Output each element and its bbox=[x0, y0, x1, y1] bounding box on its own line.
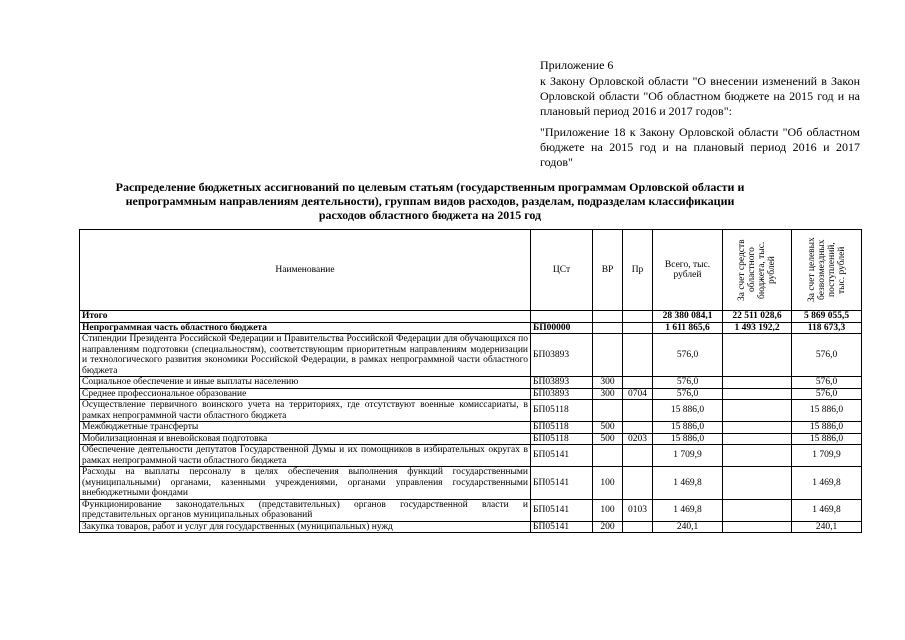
cell-regional bbox=[723, 433, 792, 445]
header-regional-label: За счет средств областного бюджета, тыс. рублей bbox=[737, 239, 777, 301]
cell-cst: БП03893 bbox=[531, 388, 593, 400]
cell-total: 1 709,9 bbox=[653, 445, 723, 467]
cell-cst: БП03893 bbox=[531, 334, 593, 377]
cell-cst: БП05141 bbox=[531, 521, 593, 533]
cell-regional bbox=[723, 388, 792, 400]
annex-title: Приложение 6 bbox=[540, 58, 614, 72]
cell-gratuitous: 576,0 bbox=[792, 377, 862, 389]
cell-name: Расходы на выплаты персоналу в целях обеспечения выполнения функций государственными (муниципальными) органами, казенными учреждениями, органами управления государственными внебюджетными фондами bbox=[80, 467, 531, 500]
header-name: Наименование bbox=[80, 230, 531, 311]
cell-cst: БП05118 bbox=[531, 422, 593, 434]
cell-gratuitous: 5 869 055,5 bbox=[792, 311, 862, 323]
cell-gratuitous: 1 469,8 bbox=[792, 467, 862, 500]
cell-total: 15 886,0 bbox=[653, 433, 723, 445]
table-row bbox=[80, 377, 862, 389]
cell-regional bbox=[723, 499, 792, 521]
annex-block bbox=[540, 58, 860, 170]
cell-vr: 300 bbox=[593, 377, 623, 389]
cell-pr: 0704 bbox=[623, 388, 653, 400]
cell-pr bbox=[623, 521, 653, 533]
cell-cst: БП05141 bbox=[531, 445, 593, 467]
cell-name: Итого bbox=[80, 311, 531, 323]
cell-gratuitous: 15 886,0 bbox=[792, 400, 862, 422]
cell-gratuitous: 15 886,0 bbox=[792, 422, 862, 434]
cell-pr bbox=[623, 311, 653, 323]
cell-total: 576,0 bbox=[653, 377, 723, 389]
table-row bbox=[80, 422, 862, 434]
table-row bbox=[80, 445, 862, 467]
cell-vr: 200 bbox=[593, 521, 623, 533]
cell-pr bbox=[623, 467, 653, 500]
cell-name: Обеспечение деятельности депутатов Государственной Думы и их помощников в избирательных округах в рамках непрограммной части областного бюджета bbox=[80, 445, 531, 467]
document-title: Распределение бюджетных ассигнований по целевым статьям (государственным программам Орловской области и непрограммным направлениям деятельности), группам видов расходов, разделам, подразделам классификации расходов областного бюджета на 2015 год bbox=[115, 180, 745, 222]
cell-vr bbox=[593, 322, 623, 334]
table-header-row bbox=[80, 230, 862, 311]
cell-cst bbox=[531, 311, 593, 323]
cell-cst: БП03893 bbox=[531, 377, 593, 389]
cell-total: 28 380 084,1 bbox=[653, 311, 723, 323]
header-pr: Пр bbox=[623, 230, 653, 311]
cell-gratuitous: 15 886,0 bbox=[792, 433, 862, 445]
budget-table bbox=[79, 229, 862, 533]
cell-gratuitous: 1 709,9 bbox=[792, 445, 862, 467]
cell-vr bbox=[593, 445, 623, 467]
cell-total: 576,0 bbox=[653, 334, 723, 377]
cell-total: 240,1 bbox=[653, 521, 723, 533]
cell-cst: БП00000 bbox=[531, 322, 593, 334]
header-cst: ЦСт bbox=[531, 230, 593, 311]
cell-regional bbox=[723, 400, 792, 422]
table-row bbox=[80, 388, 862, 400]
cell-regional: 22 511 028,6 bbox=[723, 311, 792, 323]
table-row bbox=[80, 400, 862, 422]
table-row bbox=[80, 499, 862, 521]
cell-gratuitous: 1 469,8 bbox=[792, 499, 862, 521]
cell-name: Мобилизационная и вневойсковая подготовка bbox=[80, 433, 531, 445]
cell-total: 1 611 865,6 bbox=[653, 322, 723, 334]
table-row bbox=[80, 334, 862, 377]
cell-pr bbox=[623, 445, 653, 467]
cell-regional bbox=[723, 377, 792, 389]
cell-pr: 0203 bbox=[623, 433, 653, 445]
header-vr: ВР bbox=[593, 230, 623, 311]
cell-name: Среднее профессиональное образование bbox=[80, 388, 531, 400]
cell-name: Межбюджетные трансферты bbox=[80, 422, 531, 434]
cell-pr: 0103 bbox=[623, 499, 653, 521]
table-row bbox=[80, 322, 862, 334]
cell-cst: БП05118 bbox=[531, 400, 593, 422]
cell-regional bbox=[723, 422, 792, 434]
cell-cst: БП05141 bbox=[531, 499, 593, 521]
cell-vr: 300 bbox=[593, 388, 623, 400]
cell-total: 576,0 bbox=[653, 388, 723, 400]
cell-pr bbox=[623, 400, 653, 422]
cell-name: Функционирование законодательных (представительных) органов государственной власти и представительных органов муниципальных образований bbox=[80, 499, 531, 521]
cell-pr bbox=[623, 322, 653, 334]
cell-pr bbox=[623, 334, 653, 377]
header-total-label: Всего, тыс. рублей bbox=[664, 259, 711, 280]
cell-gratuitous: 240,1 bbox=[792, 521, 862, 533]
cell-name: Социальное обеспечение и иные выплаты населению bbox=[80, 377, 531, 389]
cell-vr: 500 bbox=[593, 422, 623, 434]
table-row bbox=[80, 311, 862, 323]
cell-name: Осуществление первичного воинского учета на территориях, где отсутствуют военные комиссариаты, в рамках непрограммной части областного бюджета bbox=[80, 400, 531, 422]
table-row bbox=[80, 433, 862, 445]
cell-gratuitous: 576,0 bbox=[792, 334, 862, 377]
cell-total: 1 469,8 bbox=[653, 499, 723, 521]
cell-vr bbox=[593, 400, 623, 422]
cell-total: 15 886,0 bbox=[653, 400, 723, 422]
cell-vr: 100 bbox=[593, 499, 623, 521]
cell-vr bbox=[593, 334, 623, 377]
annex-sub-reference: "Приложение 18 к Закону Орловской области "Об областном бюджете на 2015 год и на плановый период 2016 и 2017 годов" bbox=[540, 125, 860, 169]
cell-regional bbox=[723, 467, 792, 500]
cell-gratuitous: 576,0 bbox=[792, 388, 862, 400]
header-gratuitous-label: За счет целевых безвозмездных поступлений, тыс. рублей bbox=[806, 237, 847, 303]
cell-name: Непрограммная часть областного бюджета bbox=[80, 322, 531, 334]
cell-gratuitous: 118 673,3 bbox=[792, 322, 862, 334]
cell-regional: 1 493 192,2 bbox=[723, 322, 792, 334]
header-total bbox=[653, 230, 723, 311]
table-row bbox=[80, 467, 862, 500]
table-row bbox=[80, 521, 862, 533]
cell-pr bbox=[623, 422, 653, 434]
table-body bbox=[80, 311, 862, 533]
cell-pr bbox=[623, 377, 653, 389]
cell-name: Закупка товаров, работ и услуг для государственных (муниципальных) нужд bbox=[80, 521, 531, 533]
cell-vr: 100 bbox=[593, 467, 623, 500]
cell-regional bbox=[723, 334, 792, 377]
header-gratuitous bbox=[792, 230, 862, 311]
cell-total: 1 469,8 bbox=[653, 467, 723, 500]
cell-cst: БП05141 bbox=[531, 467, 593, 500]
annex-law-reference: к Закону Орловской области "О внесении изменений в Закон Орловской области "Об областном бюджете на 2015 год и на плановый период 2016 и 2017 годов": bbox=[540, 74, 860, 118]
cell-cst: БП05118 bbox=[531, 433, 593, 445]
cell-regional bbox=[723, 445, 792, 467]
cell-name: Стипендии Президента Российской Федерации и Правительства Российской Федерации для обучающихся по направлениям подготовки (специальностям), соответствующим приоритетным направлениям модернизации и технологического развития экономики Российской Федерации, в рамках непрограммной части областного бюджета bbox=[80, 334, 531, 377]
cell-vr bbox=[593, 311, 623, 323]
cell-total: 15 886,0 bbox=[653, 422, 723, 434]
cell-vr: 500 bbox=[593, 433, 623, 445]
header-regional bbox=[723, 230, 792, 311]
cell-regional bbox=[723, 521, 792, 533]
